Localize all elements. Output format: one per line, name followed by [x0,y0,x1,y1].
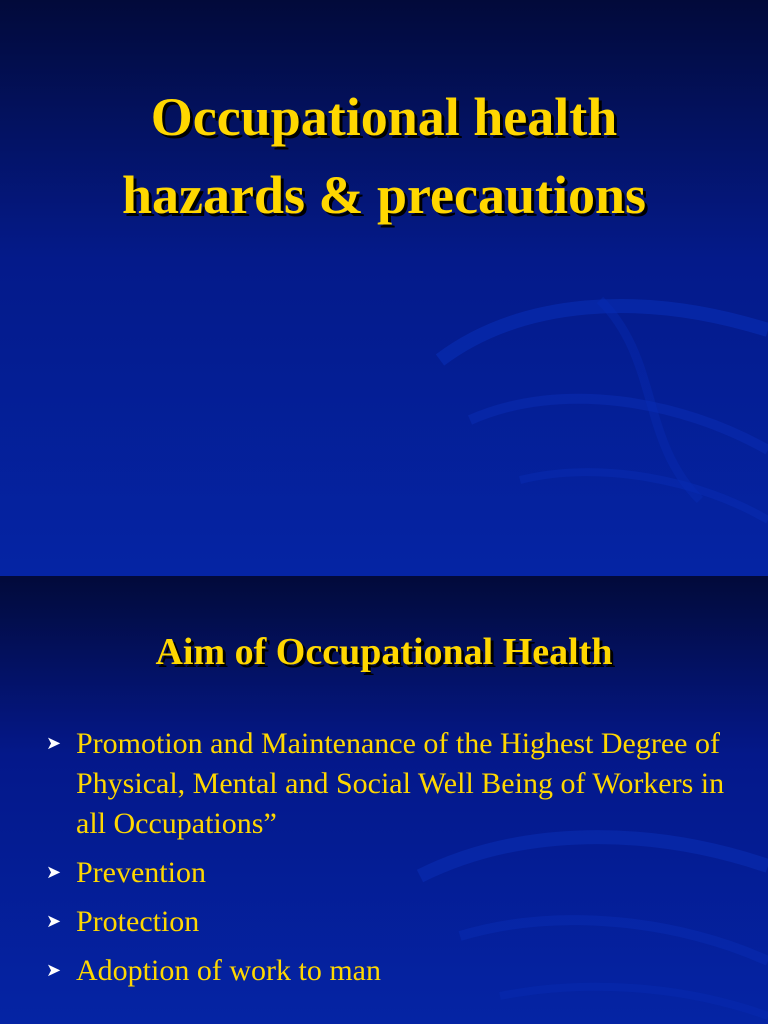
bullet-item [44,951,734,991]
bullet-list [44,724,734,1000]
bullet-item [44,853,734,893]
arrowhead-icon: ➤ [46,960,62,981]
bullet-item [44,724,734,844]
content-slide [0,576,768,1024]
bullet-text: Protection [76,905,200,938]
arrowhead-icon: ➤ [46,733,62,754]
slide-title-line-1: Occupational health [150,87,618,147]
arrowhead-icon: ➤ [46,862,62,883]
bullet-text: Adoption of work to man [76,954,381,987]
slide-heading: Aim of Occupational Health [155,631,613,673]
bullet-text: Promotion and Maintenance of the Highest Degree of Physical, Mental and Social Well Being of Workers in all Occupations” [76,727,725,840]
slide-title [0,78,768,234]
arrowhead-icon: ➤ [46,911,62,932]
bullet-text: Prevention [76,856,206,889]
bullet-item [44,902,734,942]
slide-title-line-2: hazards & precautions [121,165,647,225]
